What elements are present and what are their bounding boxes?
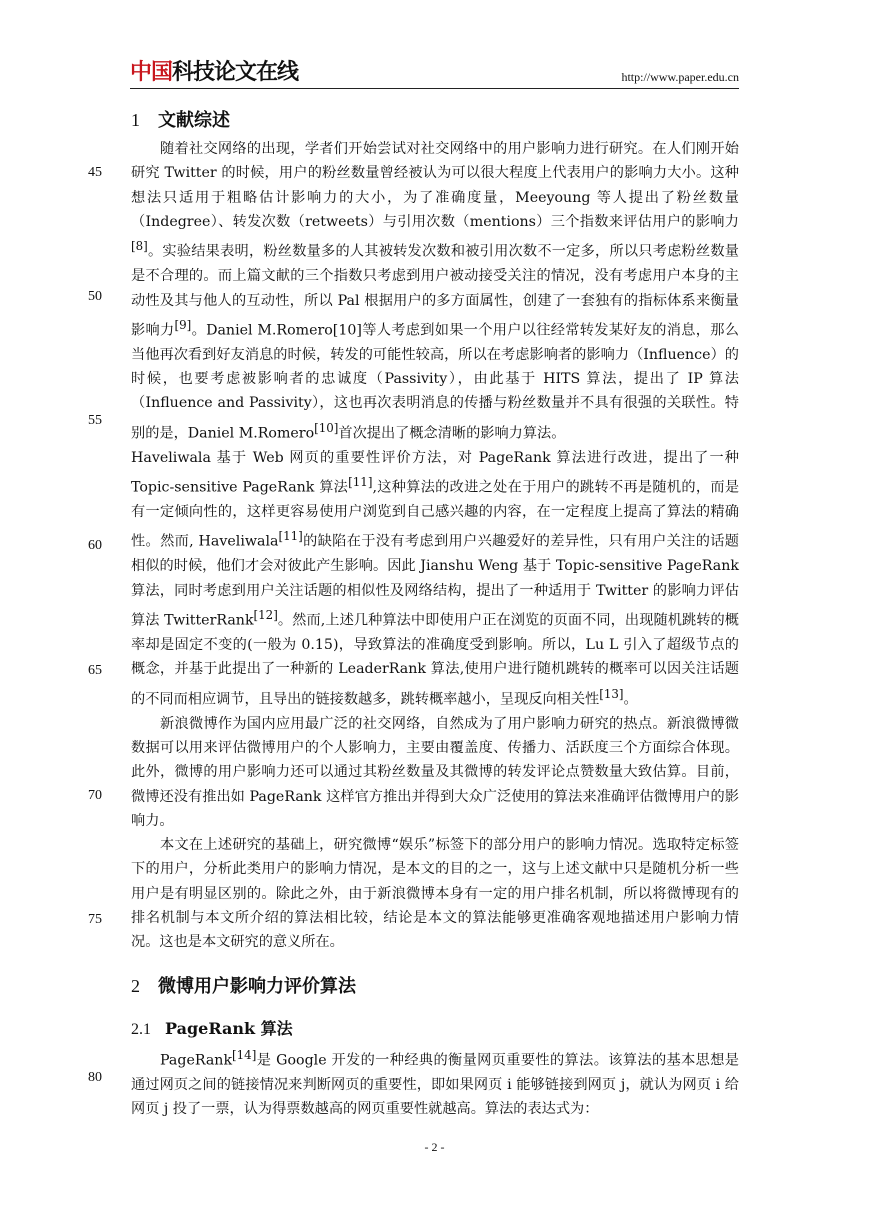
- paragraph: 本文在上述研究的基础上，研究微博“娱乐”标签下的部分用户的影响力情况。选取特定标签下的用户，分析此类用户的影响力情况，是本文的目的之一，这与上述文献中只是随机分析一些用户是有明显区别的。除此之外，由于新浪微博本身有一定的用户排名机制，所以将微博现有的排名机制与本文所介绍的算法相比较，结论是本文的算法能够更准确客观地描述用户影响力情况。这也是本文研究的意义所在。: [131, 837, 739, 951]
- line-number: 65: [88, 663, 102, 678]
- citation: [12]: [253, 608, 278, 623]
- paragraph: [131, 446, 739, 712]
- text-run: 。实验结果表明，粉丝数量多的人其被转发次数和被引用次数不一定多，所以只考虑粉丝数量是不合理的。而上篇文献的三个指数只考虑到用户被动接受关注的情况，没有考虑用户本身的主动性及其与他人的互动性，所以 Pal 根据用户的多方面属性，创建了一套独有的指标体系来衡量影响力: [131, 243, 739, 339]
- citation: [11]: [278, 529, 303, 544]
- section-2-1-body: [131, 1043, 739, 1122]
- citation: [13]: [599, 686, 624, 701]
- logo-red-text: 中国: [130, 60, 173, 85]
- text-run: 。: [623, 691, 638, 708]
- text-run: 。Daniel M.Romero[10]等人考虑到如果一个用户以往经常转发某好友的消息，那么当他再次看到好友消息的时候，转发的可能性较高，所以在考虑影响者的影响力（Influence）的时候，也要考虑被影响者的忠诚度（Passivity），由此基于 HITS 算法，提出了 IP 算法（Influence and Passivity），这也再次表明消息的传播与粉丝数量并不具有很强的关联性。特别的是，Daniel M.Romero: [131, 322, 739, 442]
- header-url[interactable]: http://www.paper.edu.cn: [621, 70, 739, 84]
- subsection-2-1-heading: [131, 1016, 293, 1039]
- citation: [11]: [348, 475, 373, 490]
- page-number: - 2 -: [424, 1140, 445, 1154]
- section-title: 微博用户影响力评价算法: [158, 976, 356, 997]
- section-number: 1: [131, 110, 140, 130]
- section-2-heading: [131, 972, 356, 998]
- citation: [14]: [232, 1048, 257, 1062]
- section-number: 2: [131, 976, 140, 996]
- citation: [8]: [131, 239, 148, 254]
- text-run: 是 Google 开发的一种经典的衡量网页重要性的算法。该算法的基本思想是通过网页之间的链接情况来判断网页的重要性，即如果网页 i 能够链接到网页 j，就认为网页 i 给网页 j 投了一票，认为得票数越高的网页重要性就越高。算法的表达式为：: [131, 1052, 739, 1118]
- text-run: PageRank: [160, 1052, 233, 1069]
- line-number: 50: [88, 289, 102, 304]
- page-header: [130, 60, 739, 89]
- line-number: 70: [88, 788, 102, 803]
- line-number: 75: [88, 912, 102, 927]
- line-number: 45: [88, 165, 102, 180]
- logo-black-text: 科技论文在线: [172, 60, 299, 85]
- paragraph: [131, 137, 739, 446]
- section-1-heading: [131, 106, 230, 132]
- line-number: 55: [88, 413, 102, 428]
- section-title: 文献综述: [158, 110, 230, 131]
- text-run: ,这种算法的改进之处在于用户的跳转不再是随机的，而是有一定倾向性的，这样更容易使用户浏览到自己感兴趣的内容，在一定程度上提高了算法的精确性。然而, Haveliwala: [131, 479, 740, 551]
- text-run: 随着社交网络的出现，学者们开始尝试对社交网络中的用户影响力进行研究。在人们刚开始研究 Twitter 的时候，用户的粉丝数量曾经被认为可以很大程度上代表用户的影响力大小。这种想法只适用于粗略估计影响力的大小，为了准确度量，Meeyoung 等人提出了粉丝数量（Indegree）、转发次数（retweets）与引用次数（mentions）三个指数来评估用户的影响力: [131, 141, 739, 230]
- journal-logo: [130, 60, 298, 86]
- citation: [10]: [314, 420, 339, 435]
- text-run: 。然而,上述几种算法中即使用户正在浏览的页面不同，出现随机跳转的概率却是固定不变的(一般为 0.15)，导致算法的准确度受到影响。所以，Lu L 引入了超级节点的概念，并基于此提出了一种新的 LeaderRank 算法,使用户进行随机跳转的概率可以因关注话题的不同而相应调节，且导出的链接数越多，跳转概率越小，呈现反向相关性: [131, 612, 739, 708]
- subsection-title: PageRank 算法: [165, 1019, 293, 1038]
- paragraph: 新浪微博作为国内应用最广泛的社交网络，自然成为了用户影响力研究的热点。新浪微博微数据可以用来评估微博用户的个人影响力，主要由覆盖度、传播力、活跃度三个方面综合体现。此外，微博的用户影响力还可以通过其粉丝数量及其微博的转发评论点赞数量大致估算。目前，微博还没有推出如 PageRank 这样官方推出并得到大众广泛使用的算法来准确评估微博用户的影响力。: [131, 715, 739, 829]
- text-run: Haveliwala 基于 Web 网页的重要性评价方法，对 PageRank 算法进行改进，提出了一种Topic-sensitive PageRank 算法: [131, 449, 739, 496]
- paragraph: [131, 1043, 739, 1122]
- citation: [9]: [174, 317, 192, 332]
- line-number: 60: [88, 538, 102, 553]
- subsection-number: 2.1: [131, 1021, 151, 1038]
- text-run: 首次提出了概念清晰的影响力算法。: [338, 425, 566, 442]
- text-run: 的缺陷在于没有考虑到用户兴趣爱好的差异性，只有用户关注的话题相似的时候，他们才会对彼此产生影响。因此 Jianshu Weng 基于 Topic-sensitive PageRank 算法，同时考虑到用户关注话题的相似性及网络结构，提出了一种适用于 Twitter 的影响力评估算法 TwitterRank: [131, 534, 739, 629]
- section-1-body: [131, 137, 739, 955]
- line-number: 80: [88, 1070, 102, 1085]
